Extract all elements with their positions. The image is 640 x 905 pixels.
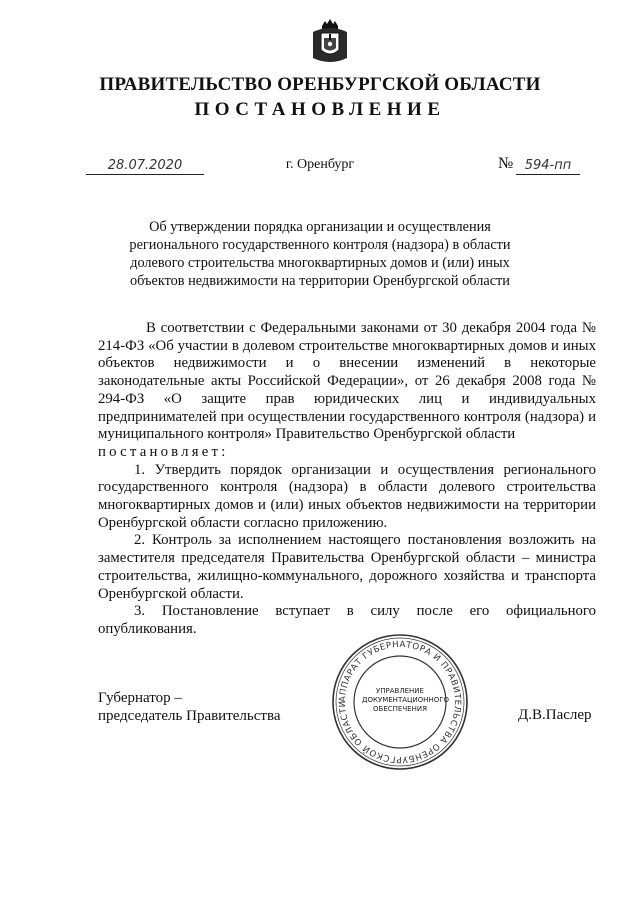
document-number: 594-пп xyxy=(516,158,580,175)
signatory-title-line: Губернатор – xyxy=(98,690,182,706)
document-type: ПОСТАНОВЛЕНИЕ xyxy=(194,99,446,120)
signatory-name: Д.В.Паслер xyxy=(518,707,592,723)
item-paragraph: 3. Постановление вступает в силу после его официального опубликования. xyxy=(98,603,596,637)
stamp-center-line: УПРАВЛЕНИЕ xyxy=(376,687,424,695)
subject-line: Об утверждении порядка организации и осуществления xyxy=(149,219,491,235)
subject-line: регионального государственного контроля (надзора) в области xyxy=(129,237,511,253)
stamp-ring-text: АППАРАТ ГУБЕРНАТОРА И ПРАВИТЕЛЬСТВА ОРЕНБУРГСКОЙ ОБЛАСТИ xyxy=(337,639,463,765)
stamp-center-line: ДОКУМЕНТАЦИОННОГО xyxy=(362,696,450,704)
signatory-title-line: председатель Правительства xyxy=(98,708,281,724)
signatory-title xyxy=(98,689,281,725)
document-subject xyxy=(100,218,540,290)
preamble-paragraph: В соответствии с Федеральными законами от 30 декабря 2004 года № 214-ФЗ «Об участии в долевом строительстве многоквартирных домов и иных объектов недвижимости и о внесении изменений в некоторые законодательные акты Российской Федерации», от 26 декабря 2008 года № 294-ФЗ «О защите прав юридических лиц и индивидуальных предпринимателей при осуществлении государственного контроля (надзора) и муниципального контроля» Правительство Оренбургской области xyxy=(98,320,596,443)
government-title: ПРАВИТЕЛЬСТВО ОРЕНБУРГСКОЙ ОБЛАСТИ xyxy=(99,74,541,95)
item-paragraph: 2. Контроль за исполнением настоящего постановления возложить на заместителя председателя Правительства Оренбургской области – министра строительства, жилищно-коммунального, дорожного хозяйства и транспорта Оренбургской области. xyxy=(98,532,596,602)
coat-of-arms-icon xyxy=(310,18,350,66)
postanovlyaet-word: постановляет: xyxy=(98,443,229,460)
document-date: 28.07.2020 xyxy=(86,158,204,175)
subject-line: объектов недвижимости на территории Оренбургской области xyxy=(130,273,510,289)
document-city: г. Оренбург xyxy=(285,157,355,172)
subject-line: долевого строительства многоквартирных домов и (или) иных xyxy=(130,255,510,271)
stamp-center-text xyxy=(362,687,450,714)
number-sign: № xyxy=(498,155,514,172)
document-body xyxy=(98,320,596,639)
stamp-center-line: ОБЕСПЕЧЕНИЯ xyxy=(373,705,427,713)
item-paragraph: 1. Утвердить порядок организации и осуществления регионального государственного контроля (надзора) в области долевого строительства многоквартирных домов и (или) иных объектов недвижимости на территории Оренбургской области согласно приложению. xyxy=(98,461,596,531)
